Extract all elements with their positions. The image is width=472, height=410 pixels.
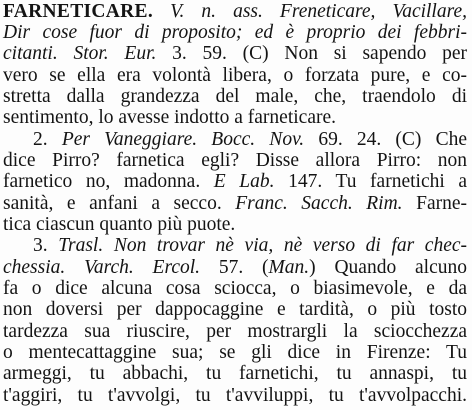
- text-line: [3, 2, 467, 23]
- italic-text: E Lab.: [213, 171, 275, 192]
- text-line: [3, 386, 467, 407]
- text-line: [33, 236, 467, 257]
- body-text: stretta dalla grandezza del male, che, traendolo di: [3, 86, 467, 107]
- italic-text: Franc. Sacch. Rim.: [235, 193, 403, 214]
- body-text: dice Pirro? farnetica egli? Disse allora Pirro: non: [3, 150, 467, 171]
- text-line: [3, 300, 467, 321]
- body-text: 3.: [33, 235, 59, 256]
- body-text: non doversi per dappocaggine e tardità, o più tosto: [3, 299, 467, 320]
- body-text: 147. Tu farnetichi a: [274, 171, 468, 192]
- body-text: vero se ella era volontà libera, o forzata pure, e co-: [3, 65, 467, 86]
- body-text: [153, 1, 170, 22]
- text-line: [3, 23, 467, 44]
- italic-text: Man.: [268, 257, 310, 278]
- italic-text: Per Vaneggiare. Bocc. Nov.: [61, 129, 305, 150]
- body-text: 2.: [33, 129, 62, 150]
- body-text: ) Quando alcuno: [309, 257, 467, 278]
- body-text: 69. 24. (C) Che: [304, 129, 468, 150]
- italic-text: citanti. Stor. Eur.: [3, 43, 157, 64]
- italic-text: Trasl. Non trovar nè via, nè verso di far chec-: [58, 235, 468, 256]
- body-text: farnetico no, madonna.: [3, 171, 214, 192]
- body-text: 3. 59. (C) Non si sapendo per: [156, 43, 467, 64]
- text-line: [3, 87, 467, 108]
- text-line: [3, 215, 467, 236]
- body-text: Farne-: [402, 193, 467, 214]
- text-line: [3, 364, 467, 385]
- body-text: tica ciascun quanto più puote.: [3, 214, 236, 235]
- text-line: [3, 172, 467, 193]
- body-text: tardezza sua riuscire, per mostrargli la sciocchezza: [3, 321, 467, 342]
- text-line: [3, 322, 467, 343]
- body-text: t'aggiri, tu t'avvolgi, tu t'avviluppi, tu t'avvolpacchi.: [3, 385, 467, 406]
- text-line: [3, 258, 467, 279]
- body-text: o mentecattaggine sua; se gli dice in Firenze: Tu: [3, 342, 467, 363]
- body-text: sentimento, lo avesse indotto a farneticare.: [3, 107, 337, 128]
- text-line: [3, 279, 467, 300]
- text-line: [3, 108, 467, 129]
- italic-text: chessia. Varch. Ercol.: [3, 257, 201, 278]
- headword: FARNETICARE.: [3, 1, 154, 22]
- text-line: [3, 194, 467, 215]
- text-line: [3, 66, 467, 87]
- text-line: [3, 343, 467, 364]
- body-text: armeggi, tu abbachi, tu farnetichi, tu annaspi, tu: [3, 363, 467, 384]
- body-text: sanità, e anfani a secco.: [3, 193, 236, 214]
- italic-text: Dir cose fuor di proposito; ed è proprio dei febbri-: [3, 22, 467, 43]
- text-line: [3, 151, 467, 172]
- italic-text: V. n. ass. Freneticare, Vacillare,: [170, 1, 467, 22]
- text-line: [33, 130, 467, 151]
- text-line: [3, 44, 467, 65]
- body-text: 57. (: [200, 257, 269, 278]
- body-text: fa o dice alcuna cosa sciocca, o biasimevole, e da: [3, 278, 467, 299]
